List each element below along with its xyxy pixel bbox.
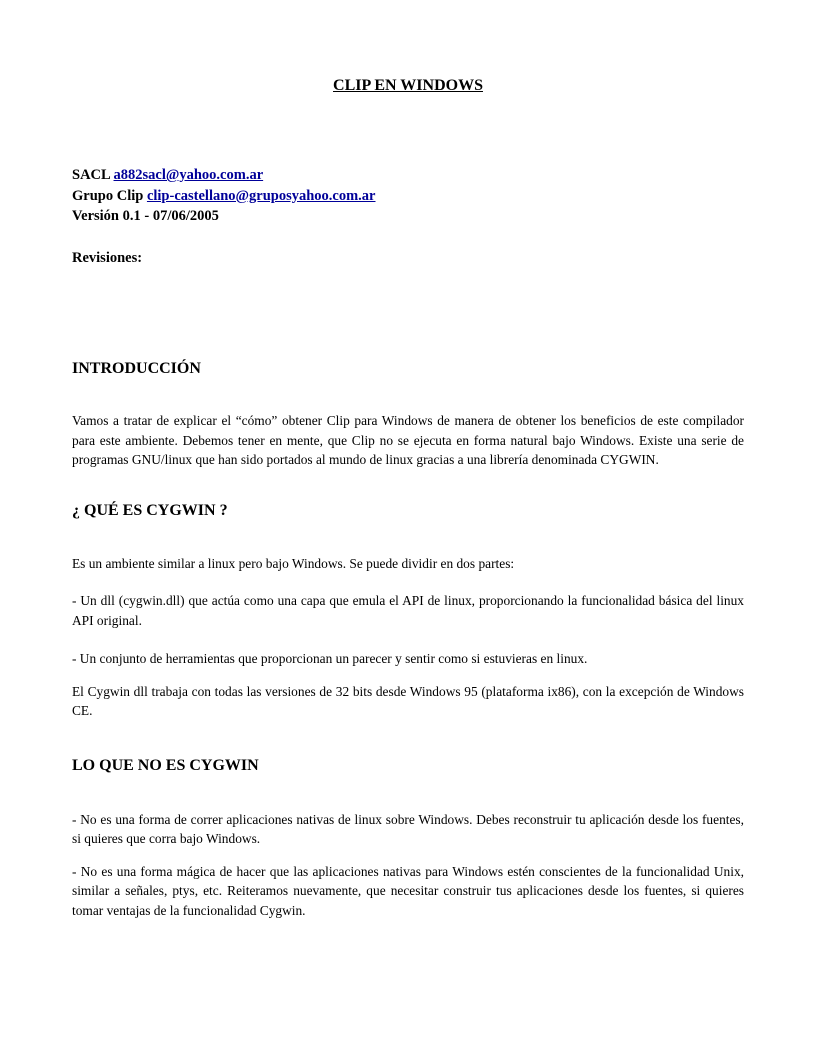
what-is-paragraph-4: El Cygwin dll trabaja con todas las versiones de 32 bits desde Windows 95 (plataforma ix86), con la excepción de Windows CE. — [72, 683, 744, 718]
intro-paragraph: Vamos a tratar de explicar el “cómo” obtener Clip para Windows de manera de obtener los beneficios de este compilador para este ambiente. Debemos tener en mente, que Clip no se ejecuta en forma natural bajo Windows. Existe una serie de programas GNU/linux que han sido portados al mundo de linux gracias a una librería denominada CYGWIN. — [72, 413, 744, 467]
contact-block — [72, 165, 744, 227]
what-is-not-paragraph-2: - No es una forma mágica de hacer que las aplicaciones nativas para Windows estén conscientes de la funcionalidad Unix, similar a señales, ptys, etc. Reiteramos nuevamente, que necesitar construir tus aplicaciones desde los fuentes, si quieres tomar ventajas de la funcionalidad Cygwin. — [72, 863, 744, 918]
section-heading-que-es-cygwin: ¿ QUÉ ES CYGWIN ? — [72, 501, 228, 519]
grupo-clip-label: Grupo Clip — [72, 187, 144, 204]
document-title-text: CLIP EN WINDOWS — [333, 77, 483, 94]
what-is-not-paragraph-1: - No es una forma de correr aplicaciones nativas de linux sobre Windows. Debes reconstruir tu aplicación desde los fuentes, si quieres que corra bajo Windows. — [72, 811, 744, 846]
section-heading-introduccion: INTRODUCCIÓN — [72, 360, 201, 377]
revisions-label: Revisiones: — [72, 249, 143, 266]
section-heading-lo-que-no-es-cygwin: LO QUE NO ES CYGWIN — [72, 756, 259, 774]
sacl-label: SACL — [72, 167, 110, 183]
grupo-clip-email-link[interactable]: clip-castellano@gruposyahoo.com.ar — [146, 187, 376, 204]
version-line: Versión 0.1 - 07/06/2005 — [72, 208, 219, 224]
what-is-paragraph-2: - Un dll (cygwin.dll) que actúa como una capa que emula el API de linux, proporcionando la funcionalidad básica del linux API original. — [72, 593, 744, 628]
sacl-email-link[interactable]: a882sacl@yahoo.com.ar — [113, 167, 264, 183]
what-is-paragraph-3: - Un conjunto de herramientas que proporcionan un parecer y sentir como si estuvieras en linux. — [72, 651, 588, 666]
contact-line-sacl — [72, 165, 744, 186]
what-is-paragraph-1: Es un ambiente similar a linux pero bajo Windows. Se puede dividir en dos partes: — [72, 555, 515, 571]
contact-line-grupo-clip — [72, 186, 744, 207]
document-title — [72, 0, 744, 95]
